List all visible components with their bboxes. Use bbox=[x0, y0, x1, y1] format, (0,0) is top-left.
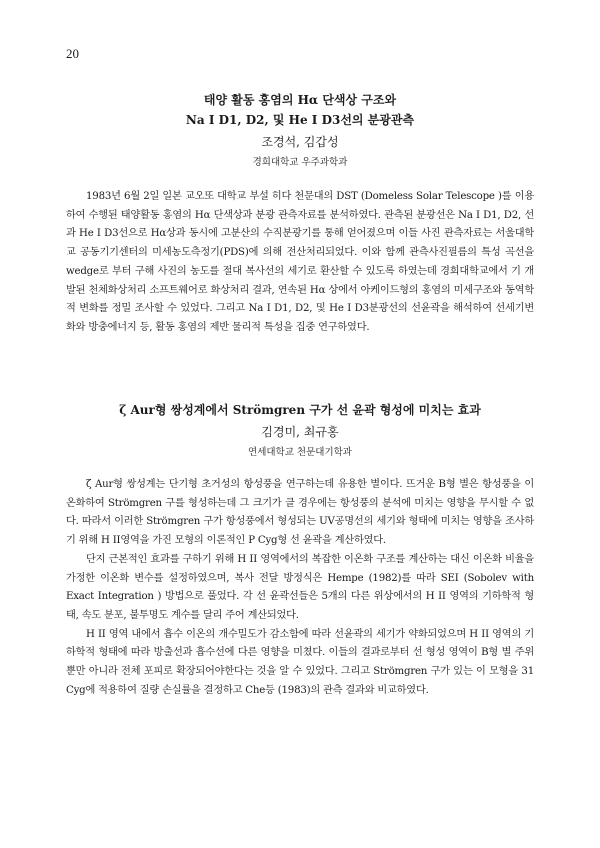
abstract-title-line: Na I D1, D2, 및 He I D3선의 분광관측 bbox=[185, 113, 415, 127]
abstract-affiliation: 경희대학교 우주과학과 bbox=[252, 157, 348, 168]
abstract-title: ζ Aur형 쌍성계에서 Strömgren 구가 선 윤곽 형성에 미치는 효과 bbox=[119, 403, 481, 417]
abstract-paragraph: 1983년 6월 2일 일본 교오또 대학교 부설 히다 천문대의 DST (Domeless Solar Telescope )를 이용하여 수행된 태양활동 홍염의 Hα 단색상과 분광 관측자료를 분석하였다. 관측된 분광선은 Na I D1, D2, 선과 He I D3선으로 Hα상과 동시에 고분산의 수직분광기를 통해 얻어졌으며 이들 사진 관측자료는 서울대학교 공동기기센터의 미세농도측정기(PDS)에 의해 전산처리되었다. 이와 함께 관측사진필름의 특성 곡선을 wedge로 부터 구해 사진의 농도를 절대 복사선의 세기로 환산할 수 있도록 하였는데 경희대학교에서 기 개발된 천체화상처리 소프트웨어로 화상처리 결과, 연속된 Hα 상에서 아케이드형의 홍염의 미세구조와 동역학적 변화를 정밀 조사할 수 있었다. 그리고 Na I D1, D2, 및 He I D3분광선의 선윤곽을 해석하여 선세기변화와 방충에너지 등, 활동 홍염의 제반 물리적 특성을 집중 연구하였다. bbox=[66, 191, 534, 333]
abstract-title bbox=[66, 90, 534, 130]
abstract-authors: 조경석, 김갑성 bbox=[261, 135, 339, 149]
abstract-body bbox=[66, 188, 534, 338]
abstract-paragraph: 단지 근본적인 효과를 구하기 위해 H II 영역에서의 복잡한 이온화 구조를 계산하는 대신 이온화 비율을 가정한 이온화 변수를 설정하였으며, 복사 전달 방정식은 Hempe (1982)를 따라 SEI (Sobolev with Exact Integration ) 방법으로 풀었다. 각 선 윤곽선들은 5개의 다른 위상에서의 H II 영역의 기하학적 형태, 속도 분포, 불투명도 계수를 달리 주어 계산되었다. bbox=[66, 553, 534, 621]
abstract-stromgren-sphere bbox=[66, 400, 534, 700]
abstract-body bbox=[66, 476, 534, 700]
abstract-affiliation: 연세대학교 천문대기학과 bbox=[248, 447, 352, 458]
abstract-paragraph: ζ Aur형 쌍성계는 단기형 초거성의 항성풍을 연구하는데 유용한 별이다. 뜨거운 B형 별은 항성풍을 이온화하여 Strömgren 구를 형성하는데 그 크기가 클 경우에는 항성풍의 분석에 미치는 영향을 무시할 수 없다. 따라서 이러한 Strömgren 구가 항성풍에서 형성되는 UV공명선의 세기와 형태에 미치는 영향을 조사하기 위해 H II영역을 가진 모형의 이론적인 P Cyg형 선 윤곽을 계산하였다. bbox=[66, 479, 534, 547]
abstract-solar-prominence bbox=[66, 90, 534, 338]
page-number: 20 bbox=[66, 46, 79, 61]
abstract-title-line: 태양 활동 홍염의 Hα 단색상 구조와 bbox=[203, 93, 397, 107]
abstract-paragraph: H II 영역 내에서 흡수 이온의 개수밀도가 감소함에 따라 선윤곽의 세기가 약화되었으며 H II 영역의 기하학적 형태에 따라 방출선과 흡수선에 다른 영향을 미쳤다. 이들의 결과로부터 선 형성 영역이 B형 별 주위뿐만 아니라 전체 포피로 확장되어야한다는 것을 알 수 있었다. 그리고 Strömgren 구가 있는 이 모형을 31 Cyg에 적용하여 질량 손실률을 결정하고 Che등 (1983)의 관측 결과와 비교하였다. bbox=[66, 628, 534, 696]
abstract-authors: 김경미, 최규홍 bbox=[261, 425, 339, 439]
